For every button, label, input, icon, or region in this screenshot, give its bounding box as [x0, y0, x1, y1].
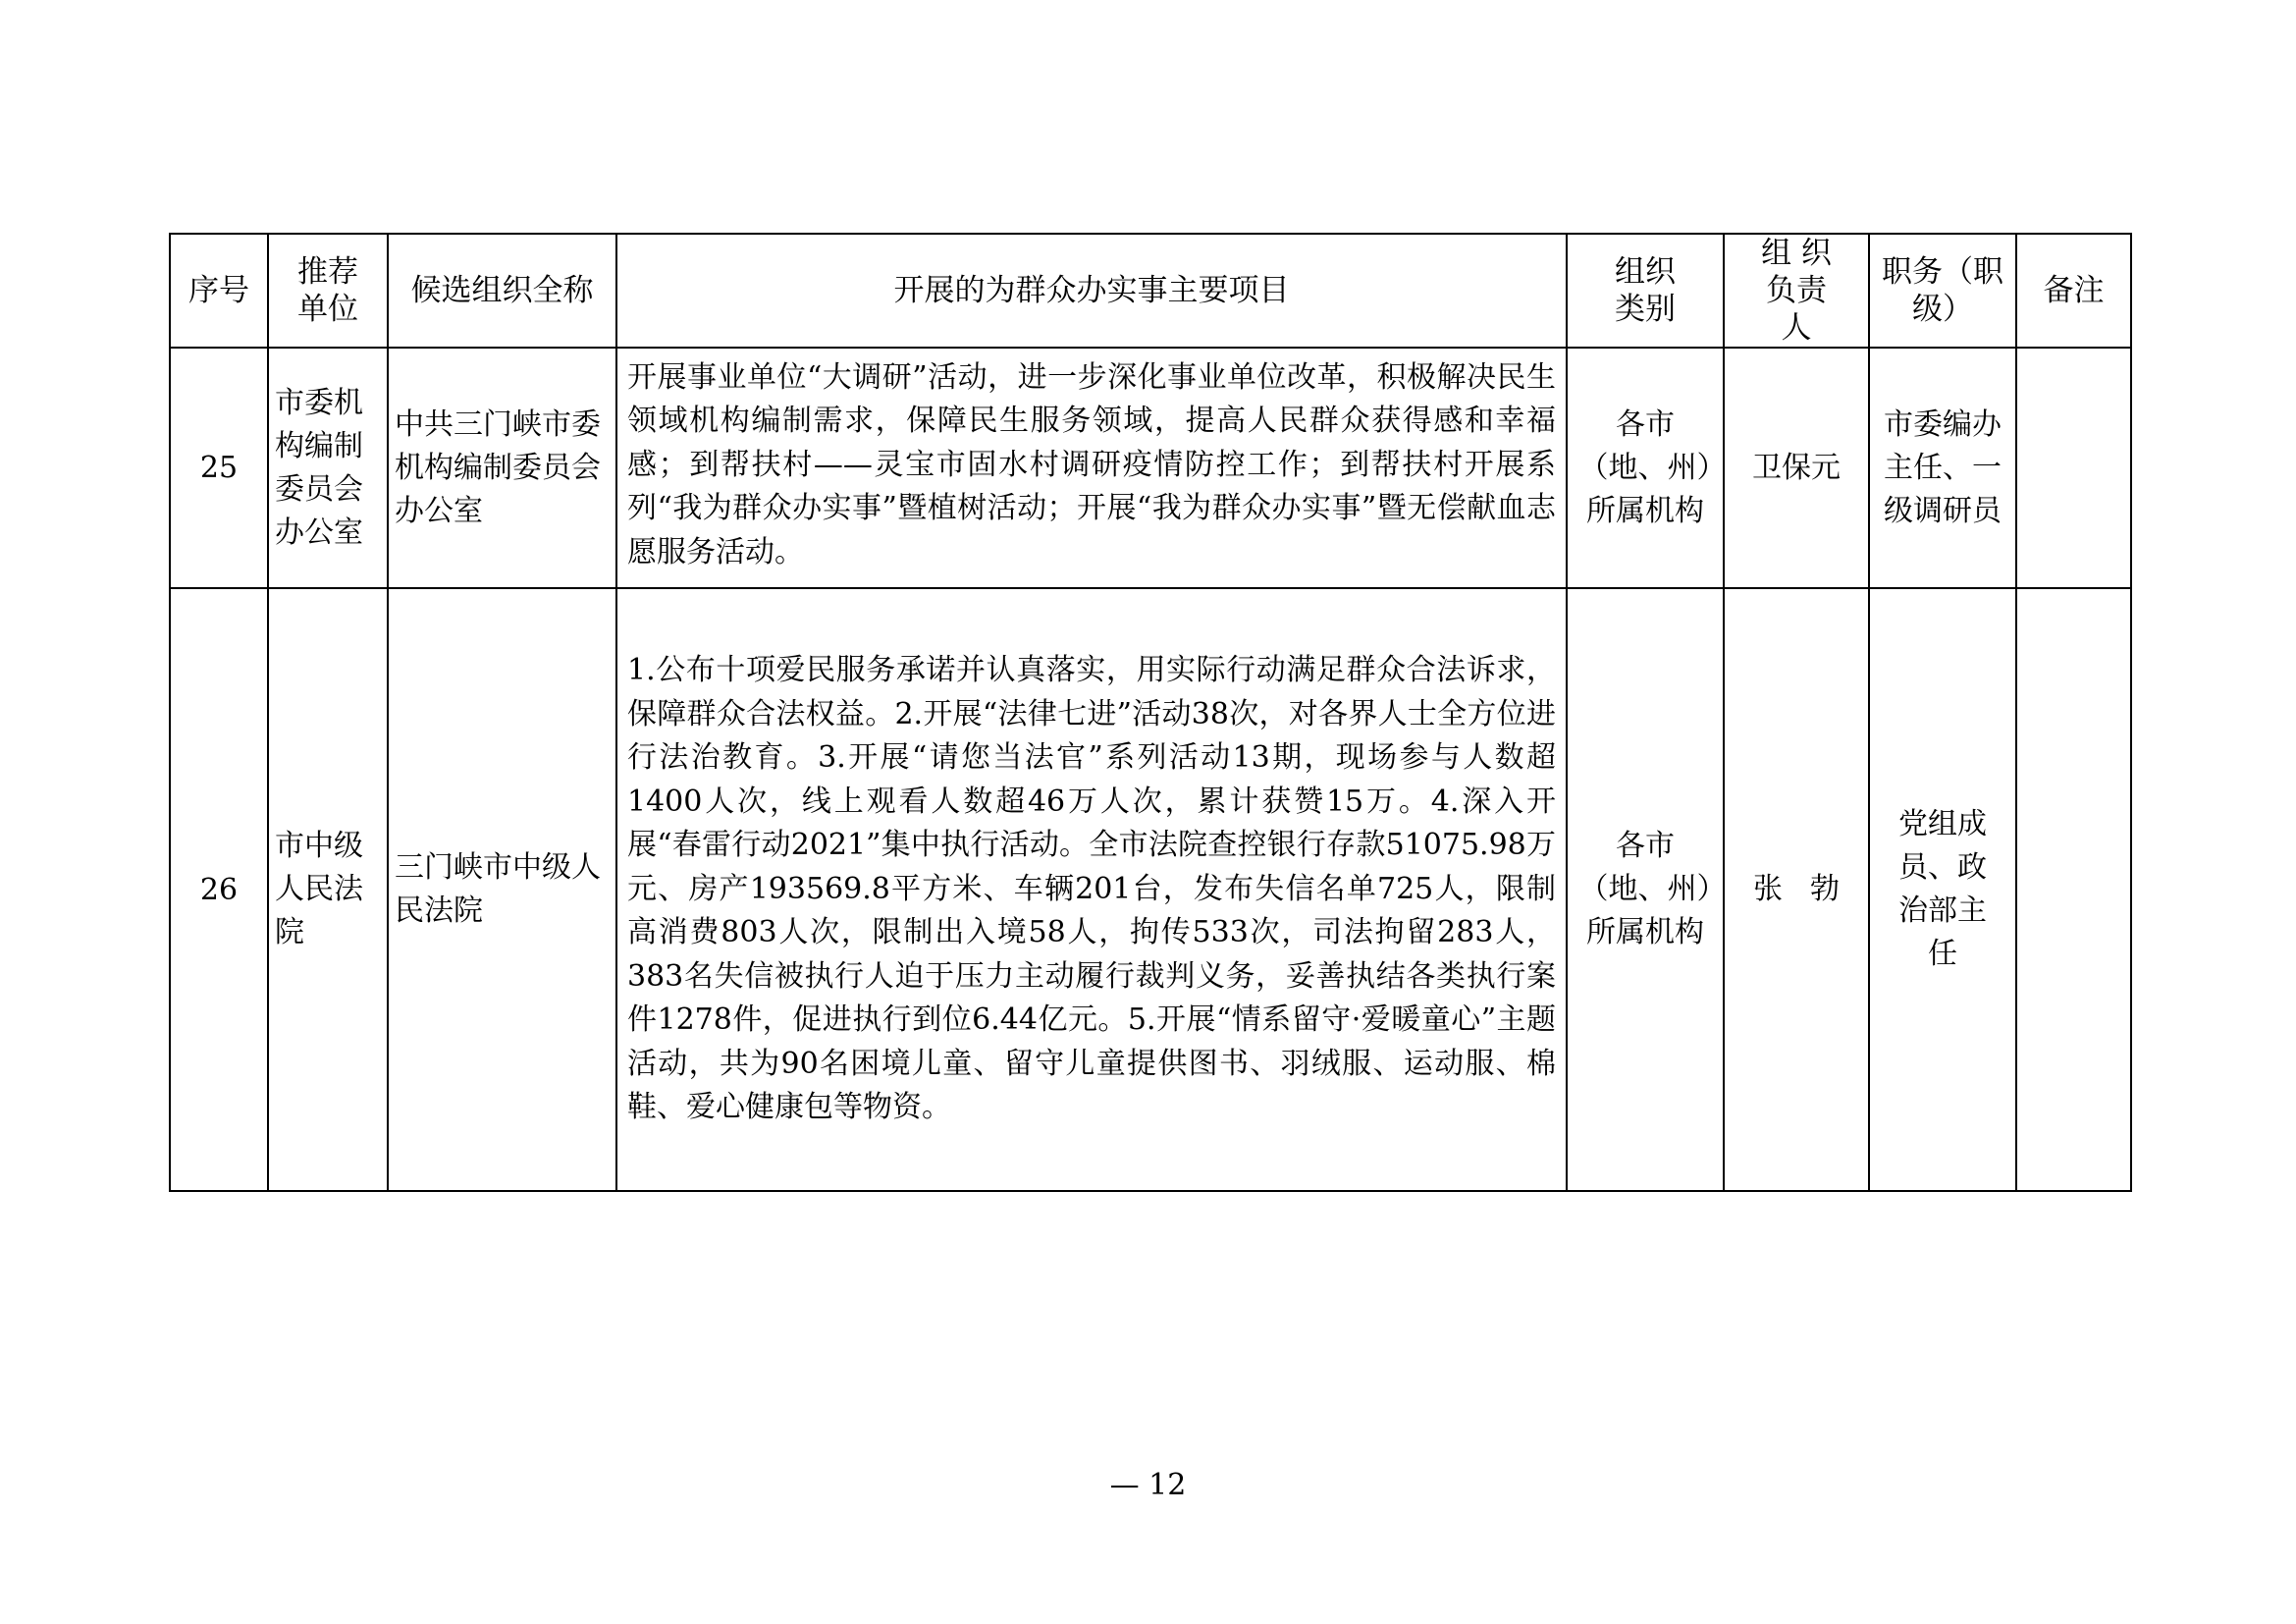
row-unit: 市委机构编制委员会办公室	[268, 348, 388, 588]
header-org: 候选组织全称	[388, 234, 616, 348]
header-unit: 推荐单位	[268, 234, 388, 348]
header-position: 职务（职级）	[1869, 234, 2016, 348]
row-position: 党组成员、政治部主任	[1869, 588, 2016, 1191]
header-seq: 序号	[170, 234, 268, 348]
row-seq: 26	[170, 588, 268, 1191]
row-org: 三门峡市中级人民法院	[388, 588, 616, 1191]
header-leader: 组 织负责人	[1724, 234, 1869, 348]
row-project-cell	[616, 348, 1567, 588]
row-leader: 张勃	[1753, 872, 1867, 906]
row-project: 开展事业单位“大调研”活动，进一步深化事业单位改革，积极解决民生领域机构编制需求，保障民生服务领域，提高人民群众获得感和幸福感；到帮扶村——灵宝市固水村调研疫情防控工作；到帮扶村开展系列“我为群众办实事”暨植树活动；开展“我为群众办实事”暨无偿献血志愿服务活动。	[627, 359, 1556, 569]
row-note	[2016, 588, 2131, 1191]
table-row	[170, 348, 2131, 588]
table-header-row	[170, 234, 2131, 348]
row-seq: 25	[170, 348, 268, 588]
row-type: 各市（地、州）所属机构	[1567, 588, 1724, 1191]
row-leader: 卫保元	[1724, 348, 1869, 588]
row-note	[2016, 348, 2131, 588]
row-leader-cell	[1724, 588, 1869, 1191]
row-unit: 市中级人民法院	[268, 588, 388, 1191]
row-position: 市委编办主任、一级调研员	[1869, 348, 2016, 588]
header-note: 备注	[2016, 234, 2131, 348]
row-type: 各市（地、州）所属机构	[1567, 348, 1724, 588]
page-number: — 12	[1109, 1468, 1187, 1502]
row-org: 中共三门峡市委机构编制委员会办公室	[388, 348, 616, 588]
table-row	[170, 588, 2131, 1191]
row-project: 1.公布十项爱民服务承诺并认真落实，用实际行动满足群众合法诉求，保障群众合法权益。2.开展“法律七进”活动38次，对各界人士全方位进行法治教育。3.开展“请您当法官”系列活动13期，现场参与人数超1400人次，线上观看人数超46万人次，累计获赞15万。4.深入开展“春雷行动2021”集中执行活动。全市法院查控银行存款51075.98万元、房产193569.8平方米、车辆201台，发布失信名单725人，限制高消费803人次，限制出入境58人，拘传533次，司法拘留283人，383名失信被执行人迫于压力主动履行裁判义务，妥善执结各类执行案件1278件，促进执行到位6.44亿元。5.开展“情系留守·爱暖童心”主题活动，共为90名困境儿童、留守儿童提供图书、羽绒服、运动服、棉鞋、爱心健康包等物资。	[616, 588, 1567, 1191]
header-project: 开展的为群众办实事主要项目	[616, 234, 1567, 348]
candidate-table	[169, 233, 2132, 1192]
header-type: 组织类别	[1567, 234, 1724, 348]
